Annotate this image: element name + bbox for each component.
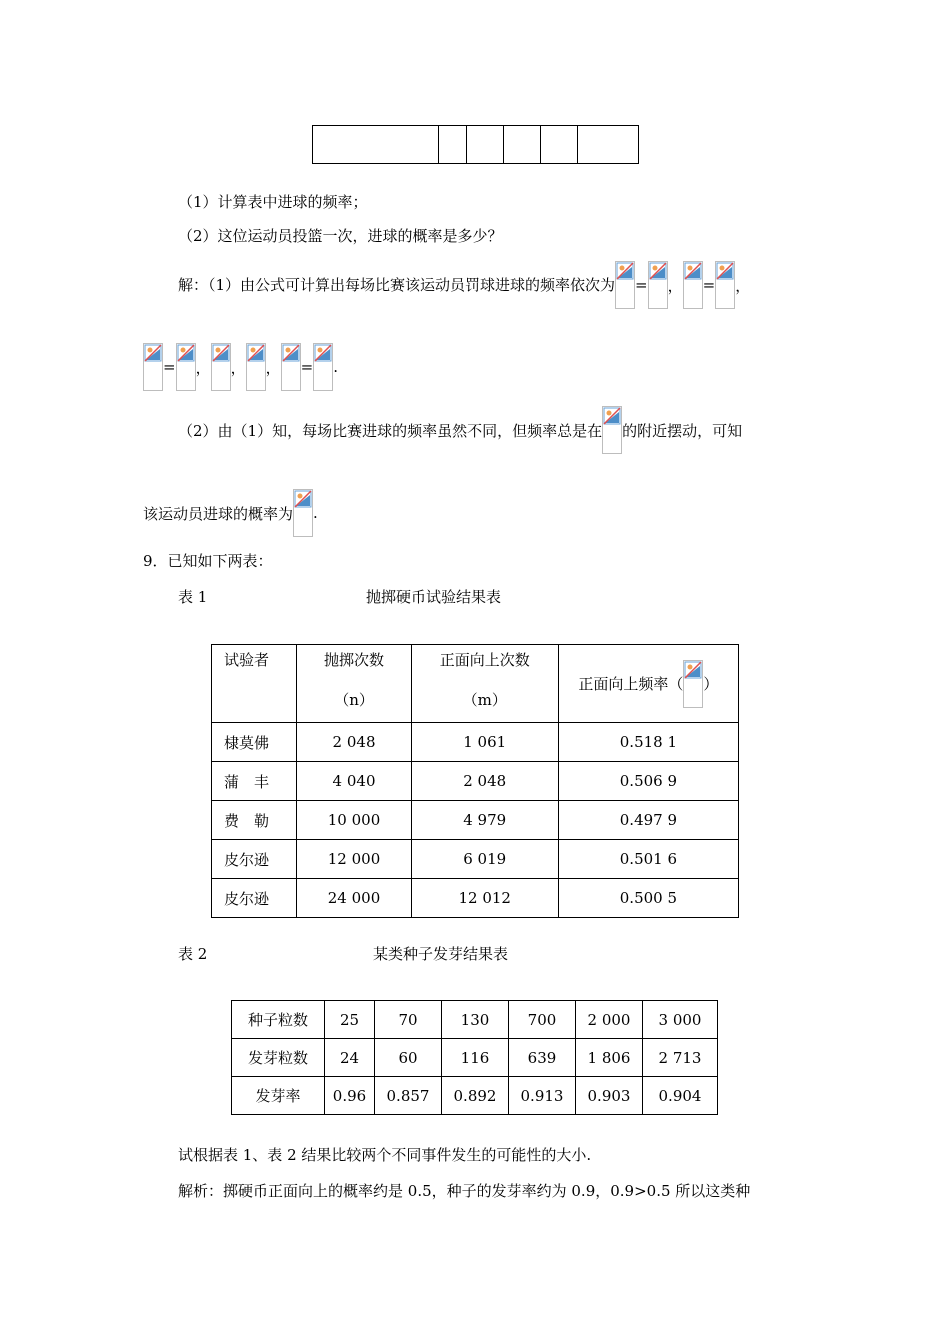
solution-part2-a: （2）由（1）知，每场比赛进球的频率虽然不同，但频率总是在: [178, 421, 603, 440]
fraction-image-icon: [683, 660, 703, 708]
table-cell: 4 979: [411, 801, 558, 840]
problem-9-title: 9．已知如下两表：: [143, 552, 273, 570]
fraction-image-icon: [211, 343, 231, 391]
table-cell: 6 019: [411, 840, 558, 879]
table-cell: 种子粒数: [232, 1001, 325, 1039]
table-cell: 2 048: [411, 762, 558, 801]
comma: ，: [195, 358, 211, 377]
table-cell: 0.497 9: [558, 801, 738, 840]
conclusion-line-2: 解析：掷硬币正面向上的概率约是 0.5，种子的发芽率约为 0.9，0.9>0.5 所以这类种: [178, 1182, 751, 1200]
table1-label: 表 1: [178, 588, 208, 606]
table-cell: 70: [375, 1001, 442, 1039]
table-cell: 24 000: [297, 879, 411, 918]
question-2: （2）这位运动员投篮一次，进球的概率是多少？: [178, 227, 503, 245]
table-cell: 0.892: [442, 1077, 509, 1115]
solution-line-3: [178, 404, 742, 456]
table-cell: 0.500 5: [558, 879, 738, 918]
fraction-image-icon: [615, 261, 635, 309]
fraction-image-icon: [648, 261, 668, 309]
equals-sign: =: [300, 358, 314, 376]
table-cell: 12 012: [411, 879, 558, 918]
equals-sign: =: [635, 276, 648, 294]
table-cell: 12 000: [297, 840, 411, 879]
table-cell: 0.904: [643, 1077, 718, 1115]
top-table-cell: [439, 126, 467, 164]
table-cell: 2 713: [643, 1039, 718, 1077]
table2-label: 表 2: [178, 945, 208, 963]
period: .: [313, 504, 318, 522]
table-cell: 130: [442, 1001, 509, 1039]
table-cell: 0.903: [576, 1077, 643, 1115]
table-row: [212, 801, 739, 840]
table-cell: 发芽粒数: [232, 1039, 325, 1077]
table-cell: 0.501 6: [558, 840, 738, 879]
question-1: （1）计算表中进球的频率；: [178, 193, 368, 211]
table-cell: 116: [442, 1039, 509, 1077]
table-cell: 0.506 9: [558, 762, 738, 801]
fraction-image-icon: [602, 406, 622, 454]
table-header: 抛掷次数 （n）: [297, 645, 411, 723]
table-cell: 4 040: [297, 762, 411, 801]
table2-caption: 某类种子发芽结果表: [373, 945, 509, 963]
table-cell: 2 000: [576, 1001, 643, 1039]
table-cell: 皮尔逊: [212, 840, 297, 879]
table-cell: 发芽率: [232, 1077, 325, 1115]
table-cell: 25: [325, 1001, 375, 1039]
top-table-cell: [541, 126, 578, 164]
fraction-image-icon: [281, 343, 301, 391]
conclusion-line-1: 试根据表 1、表 2 结果比较两个不同事件发生的可能性的大小.: [178, 1146, 592, 1164]
table-cell: 0.857: [375, 1077, 442, 1115]
top-table-cell: [504, 126, 541, 164]
fraction-image-icon: [143, 343, 163, 391]
top-table-cell: [313, 126, 439, 164]
table-cell: 0.518 1: [558, 723, 738, 762]
fraction-image-icon: [176, 343, 196, 391]
table-cell: 2 048: [297, 723, 411, 762]
table-cell: 60: [375, 1039, 442, 1077]
fraction-image-icon: [683, 261, 703, 309]
fraction-image-icon: [293, 489, 313, 537]
table-cell: 24: [325, 1039, 375, 1077]
solution-line-2: [143, 341, 338, 393]
table-header: 正面向上次数 （m）: [411, 645, 558, 723]
table-cell: 1 061: [411, 723, 558, 762]
table-row: [212, 723, 739, 762]
table-cell: 700: [509, 1001, 576, 1039]
comma: ，: [265, 358, 281, 377]
comma: ，: [735, 276, 751, 295]
table-row: [212, 879, 739, 918]
table-row: [232, 1001, 718, 1039]
solution-line-1: [178, 259, 750, 311]
comma: ，: [230, 358, 246, 377]
table-row: [232, 1039, 718, 1077]
table-cell: 费 勒: [212, 801, 297, 840]
table1-caption: 抛掷硬币试验结果表: [366, 588, 502, 606]
comma: ，: [667, 276, 683, 295]
top-table-cell: [467, 126, 504, 164]
fraction-image-icon: [715, 261, 735, 309]
solution-intro: 解：（1）由公式可计算出每场比赛该运动员罚球进球的频率依次为: [178, 276, 616, 294]
table-header: 试验者: [212, 645, 297, 723]
table-cell: 1 806: [576, 1039, 643, 1077]
table-cell: 0.96: [325, 1077, 375, 1115]
table-cell: 皮尔逊: [212, 879, 297, 918]
table-cell: 10 000: [297, 801, 411, 840]
table-cell: 3 000: [643, 1001, 718, 1039]
equals-sign: =: [163, 358, 176, 376]
period: .: [333, 358, 338, 376]
solution-line-4: [143, 487, 318, 539]
equals-sign: =: [702, 276, 716, 294]
table-cell: 蒲 丰: [212, 762, 297, 801]
coin-toss-table: [211, 644, 739, 918]
table-row: [212, 762, 739, 801]
seed-germination-table: [231, 1000, 718, 1115]
table-cell: 639: [509, 1039, 576, 1077]
solution-conclusion: 该运动员进球的概率为: [143, 504, 294, 523]
table-header: 正面向上频率（ ）: [558, 645, 738, 723]
table-row: [232, 1077, 718, 1115]
table-row: [212, 840, 739, 879]
table-cell: 0.913: [509, 1077, 576, 1115]
top-table: [312, 125, 639, 164]
table-cell: 棣莫佛: [212, 723, 297, 762]
fraction-image-icon: [246, 343, 266, 391]
solution-part2-b: 的附近摆动，可知: [622, 421, 743, 440]
top-table-cell: [578, 126, 639, 164]
fraction-image-icon: [313, 343, 333, 391]
